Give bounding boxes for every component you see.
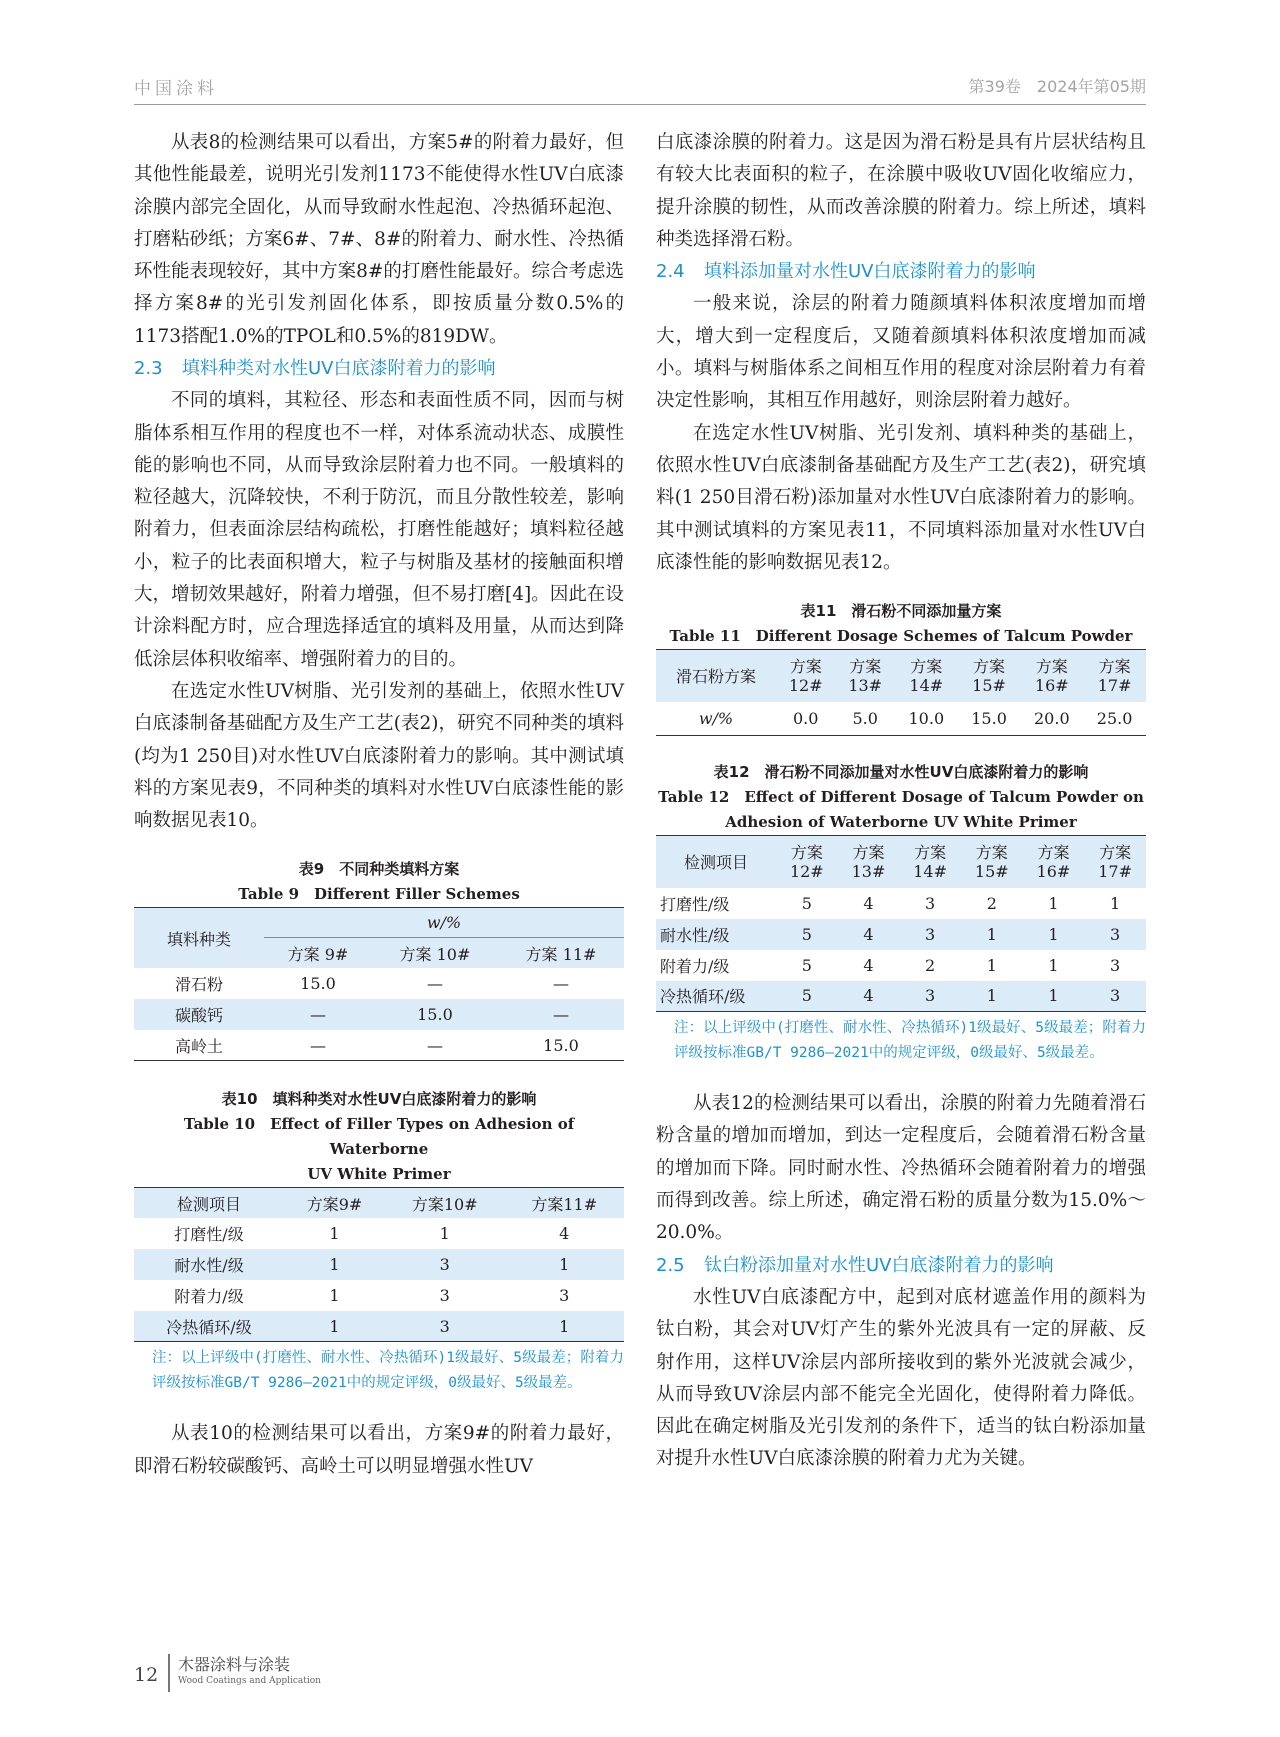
paragraph: 在选定水性UV树脂、光引发剂、填料种类的基础上，依照水性UV白底漆制备基础配方及生产工艺(表2)，研究填料(1 250目滑石粉)添加量对水性UV白底漆附着力的影响。其中测试填料的方案见表11，不同填料添加量对水性UV白底漆性能的影响数据见表12。 [656, 422, 1146, 573]
table-cell: 5 [801, 986, 812, 1006]
row-label: 碳酸钙 [174, 1005, 223, 1025]
table-cell: 1 [559, 1316, 570, 1336]
table-header [776, 650, 835, 702]
footer-journal-en: Wood Coatings and Application [178, 1676, 321, 1686]
table-header: 方案9# [306, 1194, 363, 1214]
table-cell: 3 [1110, 924, 1121, 944]
scheme-word: 方案 [1098, 656, 1131, 676]
table-cell: 1 [986, 924, 997, 944]
section-number: 2.3 [134, 358, 163, 379]
scheme-number: 16# [1036, 861, 1071, 881]
table-cell: 1 [329, 1254, 340, 1274]
paragraph: 不同的填料，其粒径、形态和表面性质不同，因而与树脂体系相互作用的程度也不一样，对体系流动状态、成膜性能的影响也不同，从而导致涂层附着力也不同。一般填料的粒径越大，沉降较快，不利于防沉，而且分散性较差，影响附着力，但表面涂层结构疏松，打磨性能越好；填料粒径越小，粒子的比表面积增大，粒子与树脂及基材的接触面积增大，增韧效果越好，附着力增强，但不易打磨[4]。因此在设计涂料配方时，应合理选择适宜的填料及用量，从而达到降低涂层体积收缩率、增强附着力的目的。 [134, 390, 624, 670]
section-title: 填料添加量对水性UV白底漆附着力的影响 [704, 261, 1036, 283]
table-row [656, 981, 1146, 1012]
table-header: 方案11# [531, 1194, 598, 1214]
table-cell: 3 [925, 986, 936, 1006]
table-cell: 5.0 [852, 708, 878, 728]
table-row [656, 888, 1146, 919]
table-cell: 3 [439, 1316, 450, 1336]
section-number: 2.4 [656, 261, 685, 283]
table-cell: 1 [1048, 986, 1059, 1006]
row-label: 打磨性/级 [660, 894, 730, 914]
table-header [895, 650, 958, 702]
scheme-number: 12# [789, 861, 824, 881]
table-row [656, 950, 1146, 981]
scheme-number: 14# [913, 861, 948, 881]
row-label: 附着力/级 [660, 956, 730, 976]
table-cell: 4 [863, 893, 874, 913]
table-cell: 25.0 [1096, 708, 1133, 728]
table-cell: 2 [925, 955, 936, 975]
scheme-word: 方案 [914, 842, 947, 862]
paragraph: 在选定水性UV树脂、光引发剂的基础上，依照水性UV白底漆制备基础配方及生产工艺(表2)，研究不同种类的填料(均为1 250目)对水性UV白底漆附着力的影响。其中测试填料的方案见表9，不同种类的填料对水性UV白底漆性能的影响数据见表10。 [134, 680, 624, 832]
scheme-number: 16# [1034, 675, 1069, 695]
table-12-caption-en: Table 12 Effect of Different Dosage of Talcum Powder on [658, 788, 1144, 807]
table-9-caption-en: Table 9 Different Filler Schemes [238, 885, 520, 904]
scheme-word: 方案 [790, 842, 823, 862]
table-row [134, 999, 624, 1030]
table-11 [656, 649, 1146, 736]
table-header [1020, 650, 1083, 702]
table-cell: 3 [439, 1285, 450, 1305]
left-column [134, 127, 624, 1483]
scheme-word: 方案 [973, 656, 1006, 676]
table-cell: 4 [559, 1223, 570, 1243]
section-heading-2-4 [656, 256, 1146, 288]
table-9-caption-zh: 表9 不同种类填料方案 [298, 860, 460, 879]
table-row [134, 968, 624, 999]
table-header [776, 836, 838, 888]
table-12-note: 注：以上评级中(打磨性、耐水性、冷热循环)1级最好、5级最差；附着力评级按标准GB/T 9286—2021中的规定评级，0级最好、5级最差。 [674, 1020, 1146, 1062]
paragraph: 水性UV白底漆配方中，起到对底材遮盖作用的颜料为钛白粉，其会对UV灯产生的紫外光波具有一定的屏蔽、反射作用，这样UV涂层内部所接收到的紫外光波就会减少，从而导致UV涂层内部不能完全光固化，使得附着力降低。因此在确定树脂及光引发剂的条件下，适当的钛白粉添加量对提升水性UV白底漆涂膜的附着力尤为关键。 [656, 1286, 1146, 1470]
table-cell: 5 [801, 924, 812, 944]
scheme-number: 15# [974, 861, 1009, 881]
table-cell: 1 [1048, 893, 1059, 913]
table-cell: — [426, 973, 443, 993]
row-label: 冷热循环/级 [166, 1317, 252, 1337]
issue-info: 第39卷 2024年第05期 [968, 77, 1146, 96]
table-cell: — [309, 1035, 326, 1055]
row-label: 高岭土 [174, 1036, 223, 1056]
scheme-number: 14# [909, 675, 944, 695]
table-cell: 1 [986, 955, 997, 975]
footer-journal-zh: 木器涂料与涂装 [178, 1655, 291, 1674]
table-header [899, 836, 961, 888]
table-cell: 3 [1110, 955, 1121, 975]
paragraph: 从表10的检测结果可以看出，方案9#的附着力最好，即滑石粉较碳酸钙、高岭土可以明显增强水性UV [134, 1423, 624, 1477]
table-cell: 1 [329, 1285, 340, 1305]
scheme-word: 方案 [1099, 842, 1132, 862]
table-row [656, 702, 1146, 736]
table-header: 滑石粉方案 [675, 667, 756, 687]
section-title: 钛白粉添加量对水性UV白底漆附着力的影响 [704, 1254, 1054, 1276]
table-cell: 20.0 [1034, 708, 1070, 728]
table-11-caption-zh: 表11 滑石粉不同添加量方案 [800, 602, 1002, 621]
right-column [656, 127, 1146, 1476]
table-cell: 3 [925, 924, 936, 944]
scheme-number: 13# [848, 675, 883, 695]
table-cell: 5 [801, 955, 812, 975]
table-header: 方案10# [411, 1194, 478, 1214]
table-header: w/% [264, 908, 624, 938]
table-10-caption-en: Table 10 Effect of Filler Types on Adhesion of Waterborne [183, 1115, 575, 1159]
scheme-number: 12# [788, 675, 823, 695]
table-cell: 1 [1048, 924, 1059, 944]
table-header: 检测项目 [683, 853, 748, 873]
table-header [961, 836, 1023, 888]
section-title: 填料种类对水性UV白底漆附着力的影响 [182, 358, 496, 379]
table-12 [656, 835, 1146, 1012]
table-row [134, 1280, 624, 1311]
table-cell: — [552, 973, 569, 993]
table-cell: 15.0 [971, 708, 1007, 728]
table-cell: 1 [329, 1223, 340, 1243]
scheme-word: 方案 [1037, 842, 1070, 862]
table-header [1084, 836, 1146, 888]
table-cell: 1 [1048, 955, 1059, 975]
table-cell: 0.0 [793, 708, 819, 728]
running-header [134, 74, 1146, 105]
table-cell: 15.0 [543, 1035, 579, 1055]
table-header: 方案 10# [399, 944, 471, 964]
table-header: 填料种类 [166, 929, 231, 949]
scheme-word: 方案 [849, 656, 882, 676]
table-cell: 1 [1110, 893, 1121, 913]
table-row [656, 919, 1146, 950]
scheme-number: 17# [1097, 675, 1132, 695]
scheme-word: 方案 [975, 842, 1008, 862]
table-cell: 3 [439, 1254, 450, 1274]
table-cell: 1 [329, 1316, 340, 1336]
row-label: 耐水性/级 [174, 1255, 244, 1275]
section-heading-2-3 [134, 353, 624, 385]
table-row [134, 1218, 624, 1249]
table-cell: — [552, 1004, 569, 1024]
scheme-word: 方案 [1035, 656, 1068, 676]
row-label: 附着力/级 [174, 1286, 244, 1306]
table-cell: — [309, 1004, 326, 1024]
row-label: w/% [698, 708, 734, 728]
table-cell: 1 [439, 1223, 450, 1243]
row-label: 耐水性/级 [660, 925, 730, 945]
footer-divider [168, 1654, 170, 1692]
paragraph: 从表12的检测结果可以看出，涂膜的附着力先随着滑石粉含量的增加而增加，到达一定程度后，会随着滑石粉含量的增加而下降。同时耐水性、冷热循环会随着附着力的增强而得到改善。综上所述，确定滑石粉的质量分数为15.0%～20.0%。 [656, 1093, 1146, 1244]
paragraph: 白底漆涂膜的附着力。这是因为滑石粉是具有片层状结构且有较大比表面积的粒子，在涂膜中吸收UV固化收缩应力，提升涂膜的韧性，从而改善涂膜的附着力。综上所述，填料种类选择滑石粉。 [656, 132, 1146, 250]
table-10-caption-en-2: UV White Primer [307, 1165, 451, 1184]
table-cell: 2 [986, 893, 997, 913]
table-header [958, 650, 1021, 702]
section-heading-2-5 [656, 1250, 1146, 1282]
table-11-caption-en: Table 11 Different Dosage Schemes of Talcum Powder [669, 627, 1133, 646]
table-cell: 3 [559, 1285, 570, 1305]
table-header [835, 650, 894, 702]
table-10 [134, 1187, 624, 1342]
scheme-number: 13# [851, 861, 886, 881]
table-cell: 5 [801, 893, 812, 913]
paragraph: 从表8的检测结果可以看出，方案5#的附着力最好，但其他性能最差，说明光引发剂1173不能使得水性UV白底漆涂膜内部完全固化，从而导致耐水性起泡、冷热循环起泡、打磨粘砂纸；方案6#、7#、8#的附着力、耐水性、冷热循环性能表现较好，其中方案8#的打磨性能最好。综合考虑选择方案8#的光引发剂固化体系，即按质量分数0.5%的1173搭配1.0%的TPOL和0.5%的819DW。 [134, 132, 624, 347]
table-header [838, 836, 900, 888]
table-row [134, 1311, 624, 1342]
journal-name: 中国涂料 [134, 79, 218, 99]
table-cell: 10.0 [908, 708, 945, 728]
table-row [134, 1030, 624, 1061]
table-9 [134, 907, 624, 1061]
table-cell: 4 [863, 986, 874, 1006]
scheme-word: 方案 [789, 656, 822, 676]
row-label: 滑石粉 [174, 974, 223, 994]
table-cell: 4 [863, 955, 874, 975]
table-header: 方案 9# [287, 944, 349, 964]
scheme-word: 方案 [852, 842, 885, 862]
scheme-word: 方案 [910, 656, 943, 676]
table-10-caption-zh: 表10 填料种类对水性UV白底漆附着力的影响 [221, 1090, 537, 1109]
table-cell: 1 [559, 1254, 570, 1274]
table-cell: 3 [1110, 986, 1121, 1006]
paragraph: 一般来说，涂层的附着力随颜填料体积浓度增加而增大，增大到一定程度后，又随着颜填料体积浓度增加而减小。填料与树脂体系之间相互作用的程度对涂层附着力有着决定性影响，其相互作用越好，则涂层附着力越好。 [656, 293, 1146, 412]
table-row [134, 1249, 624, 1280]
table-cell: 4 [863, 924, 874, 944]
scheme-number: 15# [972, 675, 1006, 695]
table-10-note: 注：以上评级中(打磨性、耐水性、冷热循环)1级最好、5级最差；附着力评级按标准GB/T 9286—2021中的规定评级，0级最好、5级最差。 [152, 1350, 624, 1392]
table-header [1083, 650, 1146, 702]
table-header: 方案 11# [525, 944, 597, 964]
section-number: 2.5 [656, 1254, 685, 1276]
row-label: 打磨性/级 [174, 1224, 244, 1244]
table-cell: — [426, 1035, 443, 1055]
table-cell: 1 [986, 986, 997, 1006]
table-cell: 15.0 [300, 973, 336, 993]
table-header: 检测项目 [176, 1194, 241, 1214]
scheme-number: 17# [1098, 861, 1133, 881]
table-cell: 3 [925, 893, 936, 913]
table-cell: 15.0 [417, 1004, 453, 1024]
page-number: 12 [134, 1664, 159, 1686]
table-12-caption-en-2: Adhesion of Waterborne UV White Primer [725, 813, 1077, 832]
row-label: 冷热循环/级 [660, 987, 746, 1007]
table-12-caption-zh: 表12 滑石粉不同添加量对水性UV白底漆附着力的影响 [713, 763, 1089, 782]
table-header [1023, 836, 1085, 888]
